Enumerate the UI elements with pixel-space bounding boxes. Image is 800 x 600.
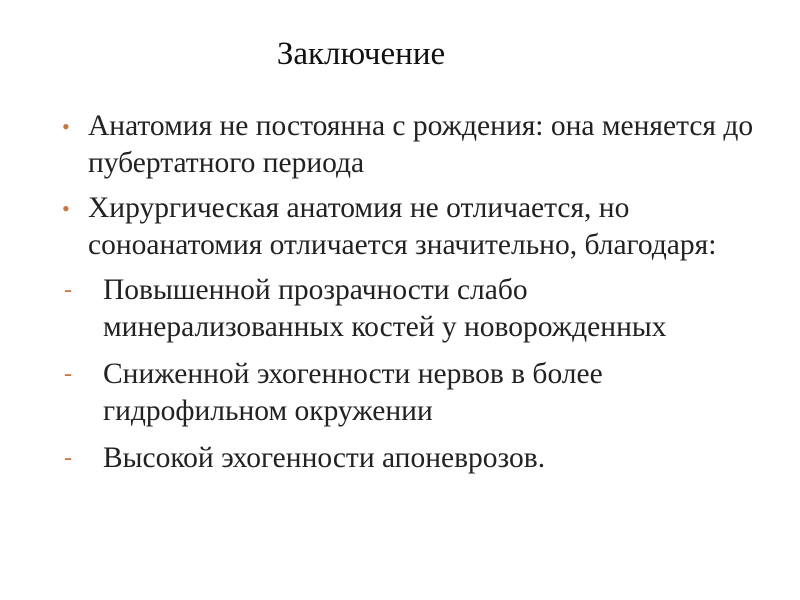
dash-text: Повышенной прозрачности слабо минерализованных костей у новорожденных xyxy=(103,274,667,343)
bullet-text: Анатомия не постоянна с рождения: она меняется до пубертатного периода xyxy=(88,110,754,179)
dash-text: Высокой эхогенности апоневрозов. xyxy=(103,442,546,474)
dash-icon: - xyxy=(64,445,72,471)
dash-icon: - xyxy=(64,361,72,387)
dash-text: Сниженной эхогенности нервов в более гидрофильном окружении xyxy=(103,358,603,427)
dash-item xyxy=(60,440,760,477)
bullet-icon: • xyxy=(62,114,70,139)
bullet-text: Хирургическая анатомия не отличается, но соноанатомия отличается значительно, благодаря: xyxy=(88,192,717,261)
bullet-item xyxy=(60,190,760,264)
bullet-icon: • xyxy=(62,196,70,221)
slide-content xyxy=(60,108,760,487)
slide-title: Заключение xyxy=(276,36,446,72)
dash-item xyxy=(60,356,760,430)
bullet-item xyxy=(60,108,760,182)
dash-item xyxy=(60,272,760,346)
dash-icon: - xyxy=(64,277,72,303)
